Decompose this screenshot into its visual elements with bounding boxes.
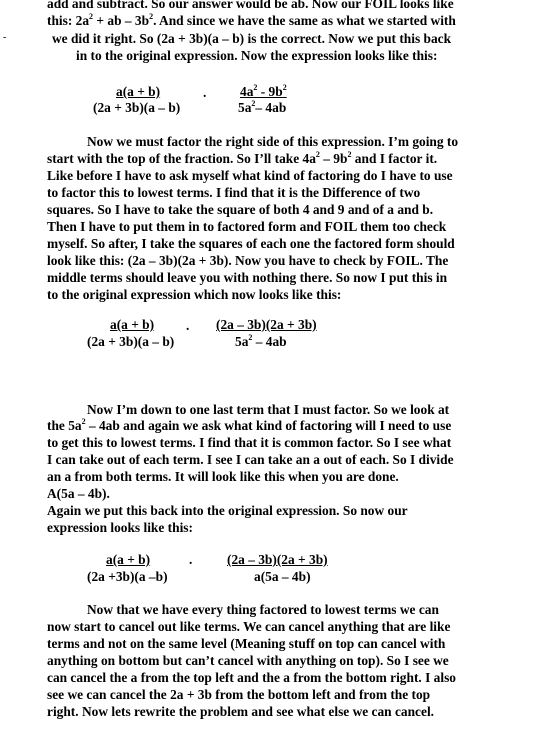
multiply-dot: . [189,552,193,567]
text-line: start with the top of the fraction. So I’ll take $4a^2 - 9b^2$ and I factor it. [47,149,438,166]
text-line: Now I’m down to one last term that I must factor. So we look at [87,402,450,417]
text-line: Then I have to put them in to factored form and FOIL them too check [47,219,447,234]
text-line: now start to cancel out like terms. We can cancel anything that are like [47,619,451,634]
text-line: right. Now lets rewrite the problem and see what else we can cancel. [47,704,435,719]
text-line: Now we must factor the right side of this expression. I’m going to [87,134,459,149]
right-numerator: (2a – 3b)(2a + 3b) [227,552,328,567]
multiply-dot: . [186,318,190,333]
text-line: an a from both terms. It will look like this when you are done. [47,469,399,484]
text-line: see we can cancel the 2a + 3b from the bottom left and from the top [47,687,431,702]
text-line: we did it right. So (2a + 3b)(a – b) is the correct. Now we put this back [52,31,452,46]
left-denominator: (2a + 3b)(a – b) [87,334,175,349]
text-line: the $5a^2 - 4ab$ and again we ask what kind of factoring will I need to use [47,416,452,433]
text-line: this: $2a^2$ + ab – $3b^2$. And since we have the same as what we started with [47,11,456,28]
text-line: can cancel the a from the top left and the a from the bottom right. I also [47,670,456,685]
text-line: anything on bottom but can’t cancel with anything on top). So I see we [47,653,449,668]
text-line: to get this to lowest terms. I find that it is common factor. So I see what [47,435,452,450]
text-line: myself. So after, I take the squares of each one the factored form should [47,236,455,251]
multiply-dot: . [203,85,207,100]
text-line: look like this: (2a – 3b)(2a + 3b). Now you have to check by FOIL. The [47,253,449,268]
left-denominator: (2a +3b)(a –b) [87,569,168,584]
text-line: middle terms should leave you with nothing there. So now I put this in [47,270,448,285]
text-line: terms and not on the same level (Meaning stuff on top can cancel with [47,636,446,651]
text-line: in to the original expression. Now the expression looks like this: [76,48,438,63]
right-denominator: $5a^2 - 4ab$ [235,332,287,349]
right-denominator: $5a^2-$ 4ab [238,98,287,115]
left-numerator: a(a + b) [106,552,151,567]
text-line: Again we put this back into the original expression. So now our [47,503,408,518]
right-numerator: $4a^2 - 9b^2$ [240,82,287,99]
right-denominator: a(5a – 4b) [254,569,311,584]
text-line: I can take out of each term. I see I can take an a out of each. So I divide [47,452,454,467]
text-line: A(5a – 4b). [47,486,110,501]
text-line: expression looks like this: [47,520,193,535]
left-numerator: a(a + b) [116,84,161,99]
text-line: to the original expression which now looks like this: [47,287,342,302]
text-line: Like before I have to ask myself what kind of factoring do I have to use [47,168,453,183]
text-line: add and subtract. So our answer would be ab. Now our FOIL looks like [47,0,454,11]
text-line: to factor this to lowest terms. I find that it is the Difference of two [47,185,421,200]
right-numerator: (2a – 3b)(2a + 3b) [216,317,317,332]
text-line: Now that we have every thing factored to lowest terms we can [87,602,439,617]
left-numerator: a(a + b) [110,317,155,332]
left-denominator: (2a + 3b)(a – b) [93,100,181,115]
text-line: squares. So I have to take the square of both 4 and 9 and of a and b. [47,202,434,217]
margin-mark: - [3,32,7,43]
